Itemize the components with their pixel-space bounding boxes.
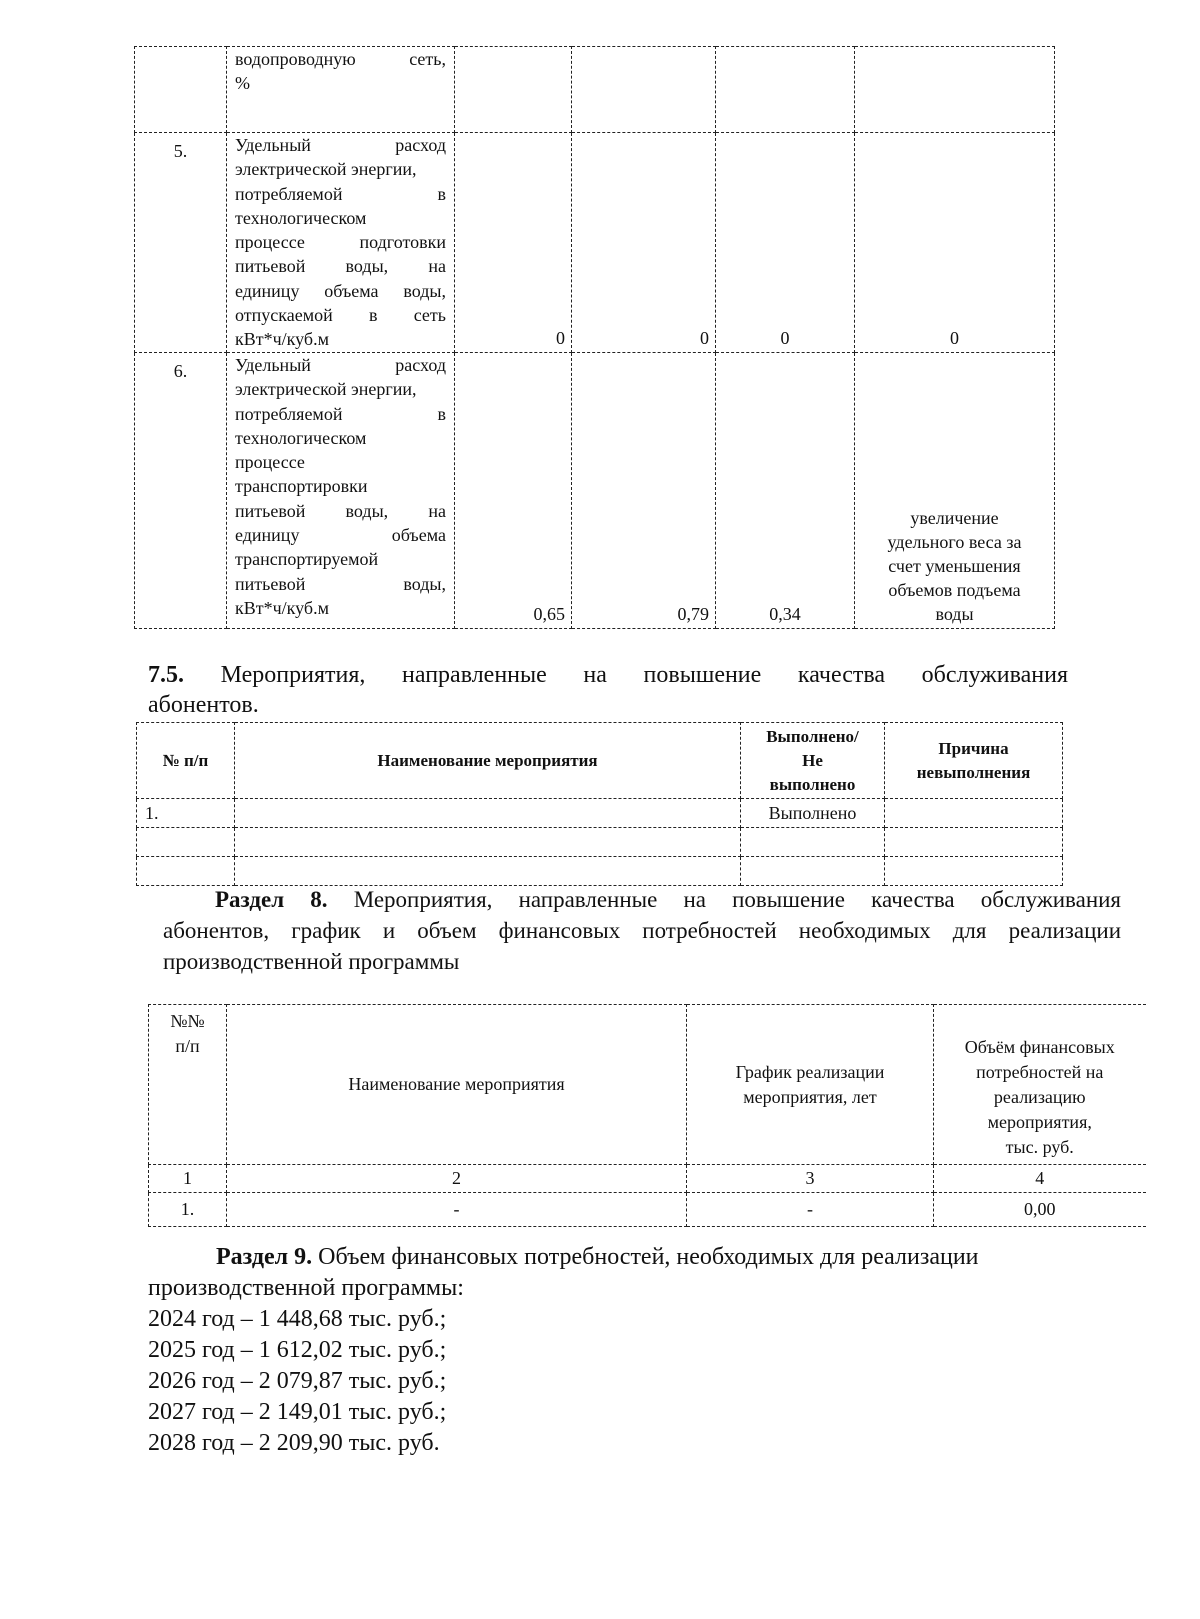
cell-num: 6. bbox=[135, 353, 227, 629]
header-name: Наименование мероприятия bbox=[227, 1005, 687, 1165]
table-row bbox=[137, 857, 1063, 886]
header-reason: Причина невыполнения bbox=[885, 723, 1063, 799]
header-volume: Объём финансовых потребностей на реализацию мероприятия, тыс. руб. bbox=[934, 1005, 1146, 1165]
section-9: Раздел 9. Объем финансовых потребностей, необходимых для реализации производственной программы: 2024 год – 1 448,68 тыс. руб.; 2025 год – 1 612,02 тыс. руб.; 2026 год – 2 079,87 тыс. руб.; 2027 год – 2 149,01 тыс. руб.; 2028 год – 2 209,90 тыс. руб. bbox=[148, 1242, 1088, 1459]
year-line: 2024 год – 1 448,68 тыс. руб.; bbox=[148, 1306, 447, 1332]
cell-indicator-name: водопроводную сеть, % bbox=[227, 47, 455, 133]
year-line: 2025 год – 1 612,02 тыс. руб.; bbox=[148, 1337, 447, 1363]
cell-num: 5. bbox=[135, 133, 227, 353]
measures-status-table bbox=[136, 722, 1063, 886]
table-row: 1. Выполнено bbox=[137, 799, 1063, 828]
cell-indicator-name: Удельный расход электрической энергии, потребляемой в технологическом процессе транспортировки питьевой воды, на единицу объема транспортируемой питьевой воды, кВт*ч/куб.м bbox=[227, 353, 455, 629]
cell-note: увеличение удельного веса за счет уменьшения объемов подъема воды bbox=[855, 353, 1055, 629]
section-8-heading: Раздел 8. Мероприятия, направленные на повышение качества обслуживания абонентов, график и объем финансовых потребностей необходимых для реализации производственной программы bbox=[163, 887, 1122, 974]
cell-value-3: 0 bbox=[716, 133, 855, 353]
indicators-table bbox=[134, 46, 1055, 629]
table-row: 1. - - 0,00 bbox=[149, 1193, 1146, 1227]
cell-indicator-name: Удельный расход электрической энергии, потребляемой в технологическом процессе подготовки питьевой воды, на единицу объема воды, отпускаемой в сеть кВт*ч/куб.м bbox=[227, 133, 455, 353]
cell-value-1: 0 bbox=[455, 133, 572, 353]
section-7-5-heading: 7.5. Мероприятия, направленные на повышение качества обслуживания абонентов. bbox=[148, 662, 1068, 718]
year-line: 2027 год – 2 149,01 тыс. руб.; bbox=[148, 1399, 447, 1425]
year-line: 2028 год – 2 209,90 тыс. руб. bbox=[148, 1430, 440, 1456]
table-header-row bbox=[137, 723, 1063, 799]
header-name: Наименование мероприятия bbox=[235, 723, 741, 799]
table-row bbox=[137, 828, 1063, 857]
financial-needs-table bbox=[148, 1004, 1146, 1227]
cell-value-1: 0,65 bbox=[455, 353, 572, 629]
header-num: № п/п bbox=[137, 723, 235, 799]
cell-value-2: 0,79 bbox=[572, 353, 716, 629]
header-num: №№ п/п bbox=[149, 1005, 227, 1165]
table-header-row bbox=[149, 1005, 1146, 1165]
header-status: Выполнено/ Не выполнено bbox=[741, 723, 885, 799]
cell-value-3: 0,34 bbox=[716, 353, 855, 629]
year-line: 2026 год – 2 079,87 тыс. руб.; bbox=[148, 1368, 447, 1394]
cell-value-4: 0 bbox=[855, 133, 1055, 353]
table-row-continued bbox=[135, 47, 1055, 133]
table-col-numbers-row: 1 2 3 4 bbox=[149, 1165, 1146, 1193]
cell-num bbox=[135, 47, 227, 133]
cell-value-2: 0 bbox=[572, 133, 716, 353]
header-schedule: График реализации мероприятия, лет bbox=[687, 1005, 934, 1165]
table-row-6 bbox=[135, 353, 1055, 629]
table-row-5 bbox=[135, 133, 1055, 353]
